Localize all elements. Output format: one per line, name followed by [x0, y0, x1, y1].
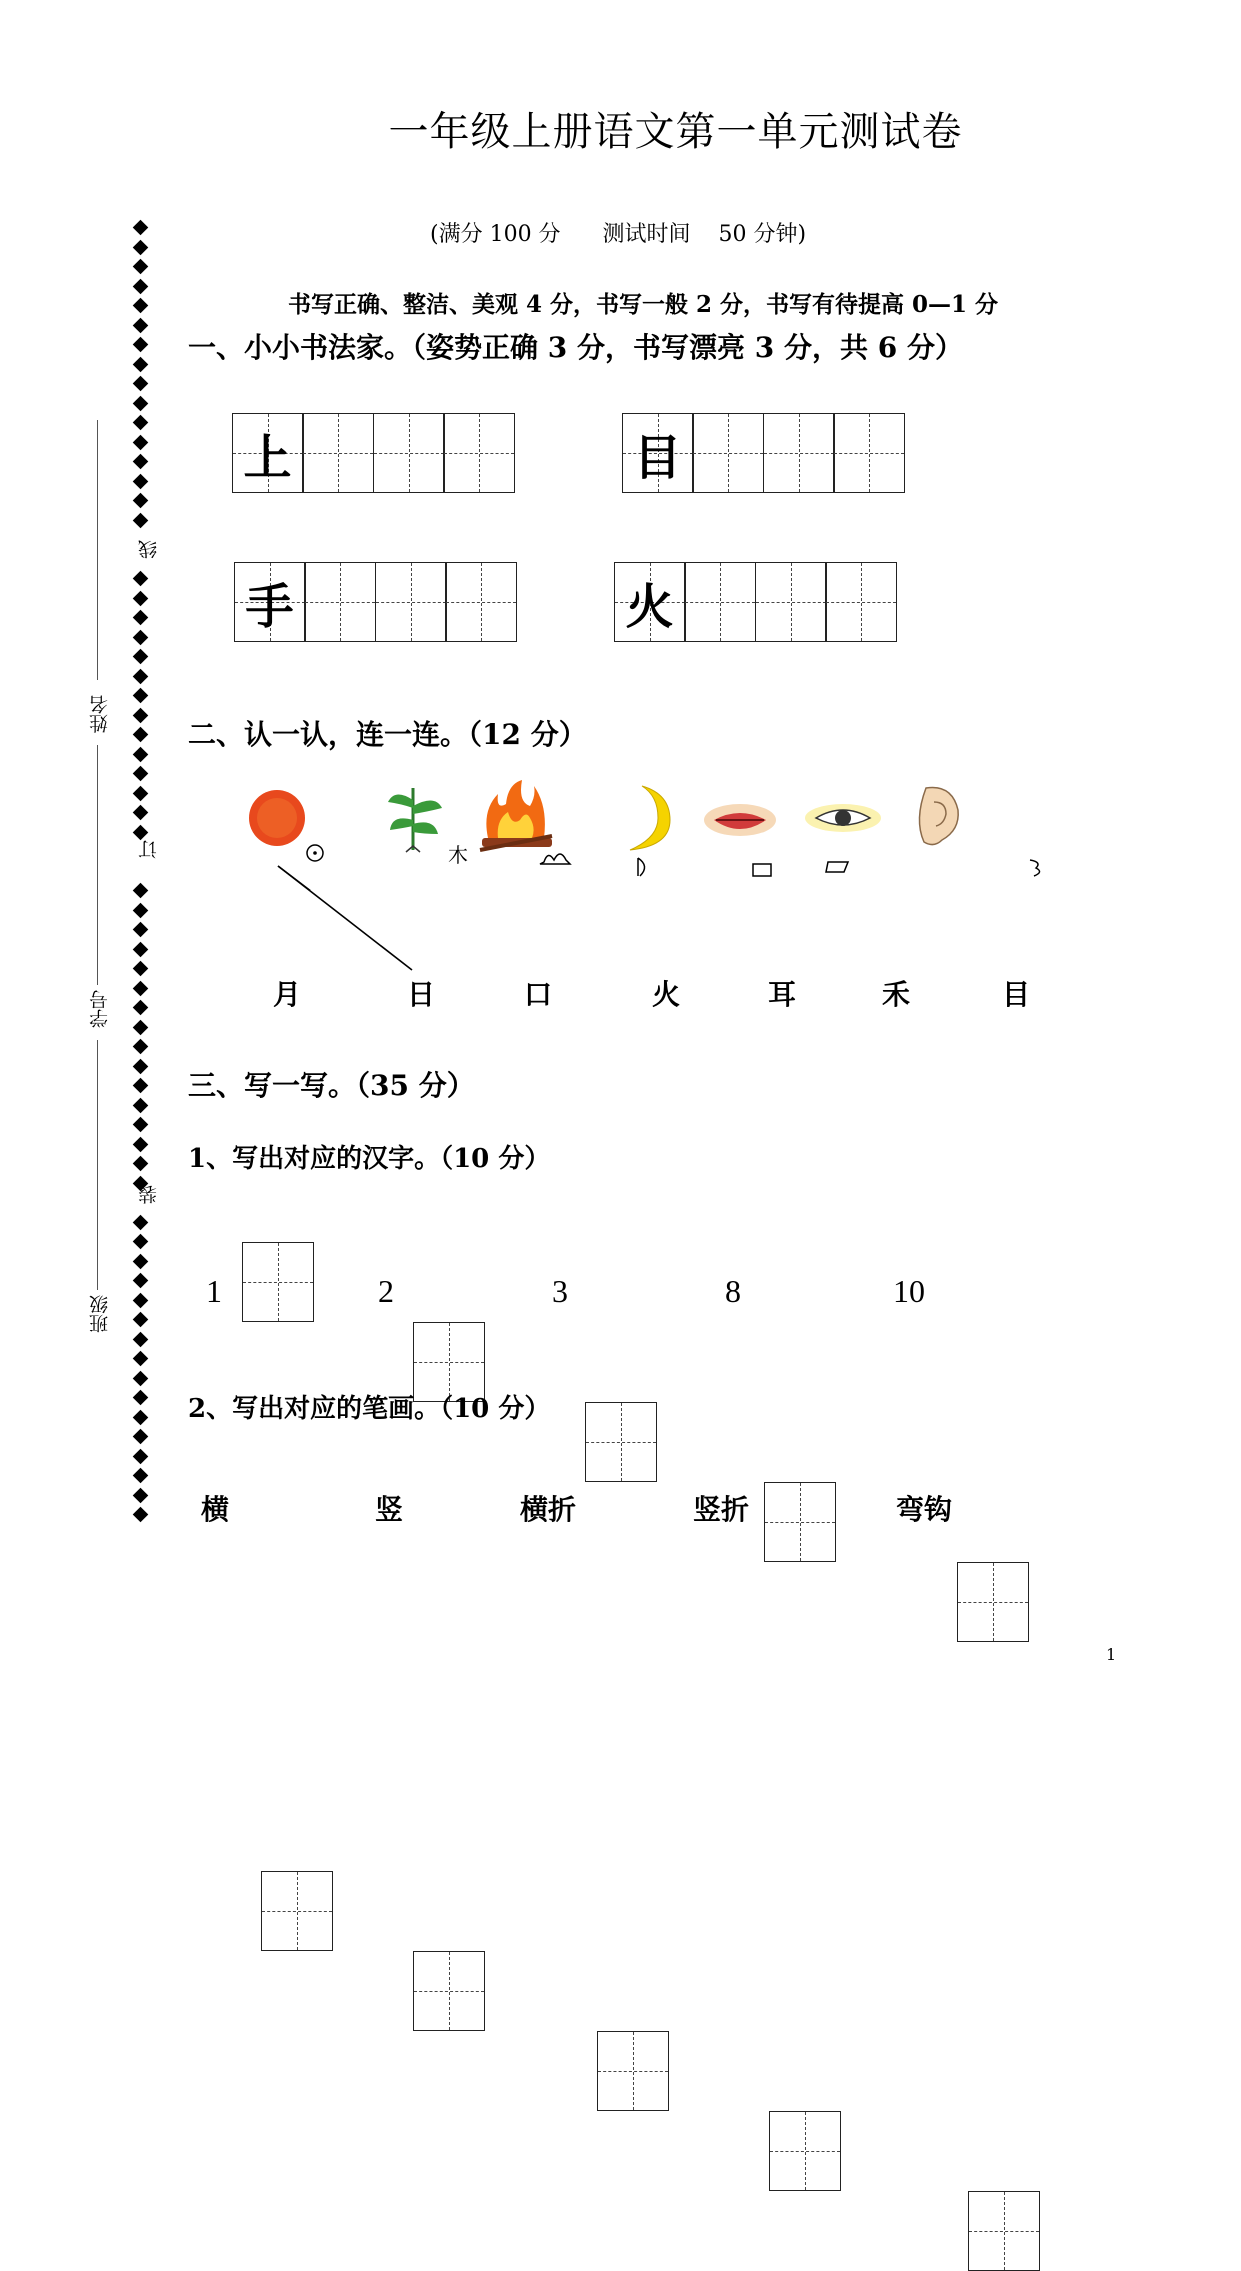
- binding-diamond: [133, 922, 149, 938]
- binding-diamond: [133, 1136, 149, 1152]
- binding-diamond: [133, 805, 149, 821]
- writing-box[interactable]: [597, 2031, 669, 2111]
- binding-diamond: [133, 1468, 149, 1484]
- binding-diamond: [133, 961, 149, 977]
- binding-diamond: [133, 1487, 149, 1503]
- binding-diamond: [133, 356, 149, 372]
- writing-box[interactable]: [968, 2191, 1040, 2271]
- model-cell: [622, 413, 694, 493]
- binding-diamond: [133, 1039, 149, 1055]
- practice-row-1: [233, 413, 515, 493]
- binding-diamond: [133, 1390, 149, 1406]
- student-id-field-line[interactable]: [97, 745, 98, 985]
- writing-cell[interactable]: [833, 413, 905, 493]
- binding-diamond: [133, 1448, 149, 1464]
- model-cell: [232, 413, 304, 493]
- answer-choice[interactable]: 月: [273, 978, 302, 1011]
- stroke-label: 横: [201, 1493, 230, 1526]
- answer-choice[interactable]: 目: [1002, 978, 1031, 1011]
- eye-icon: [805, 804, 881, 872]
- binding-diamond: [133, 1097, 149, 1113]
- binding-diamond: [133, 415, 149, 431]
- binding-label-line: 线: [138, 540, 160, 559]
- writing-cell[interactable]: [445, 562, 517, 642]
- binding-diamond: [133, 1019, 149, 1035]
- writing-cell[interactable]: [755, 562, 827, 642]
- writing-box[interactable]: [957, 1562, 1029, 1642]
- binding-diamond: [133, 668, 149, 684]
- binding-diamond: [133, 707, 149, 723]
- moon-icon: [630, 786, 670, 876]
- writing-cell[interactable]: [304, 562, 376, 642]
- number-label: 1: [206, 1273, 222, 1309]
- section2-heading: 二、认一认，连一连。（12 分）: [188, 718, 587, 751]
- student-id-field-label: 学号: [89, 990, 111, 1028]
- binding-diamond: [133, 941, 149, 957]
- binding-diamond: [133, 1331, 149, 1347]
- stroke-label: 横折: [520, 1493, 577, 1526]
- binding-diamond: [133, 688, 149, 704]
- binding-diamond: [133, 1429, 149, 1445]
- writing-box[interactable]: [413, 1951, 485, 2031]
- binding-diamond: [133, 239, 149, 255]
- writing-cell[interactable]: [375, 562, 447, 642]
- answer-choice[interactable]: 口: [524, 978, 553, 1011]
- answer-choice[interactable]: 耳: [768, 978, 797, 1011]
- model-cell: [614, 562, 686, 642]
- writing-cell[interactable]: [692, 413, 764, 493]
- writing-cell[interactable]: [684, 562, 756, 642]
- name-field-line[interactable]: [97, 420, 98, 680]
- writing-cell[interactable]: [763, 413, 835, 493]
- binding-diamond: [133, 220, 149, 236]
- binding-diamond: [133, 1078, 149, 1094]
- stroke-label: 竖: [375, 1493, 404, 1526]
- grain-plant-icon: [388, 788, 468, 867]
- fire-icon: [480, 780, 570, 864]
- writing-box[interactable]: [769, 2111, 841, 2191]
- binding-diamond: [133, 1234, 149, 1250]
- binding-diamond: [133, 1156, 149, 1172]
- number-label: 8: [725, 1273, 741, 1309]
- binding-diamond: [133, 1292, 149, 1308]
- section1-heading: 一、小小书法家。（姿势正确 3 分，书写漂亮 3 分，共 6 分）: [188, 331, 963, 364]
- section3-heading: 三、写一写。（35 分）: [188, 1069, 475, 1102]
- binding-diamond: [133, 434, 149, 450]
- binding-diamond: [133, 785, 149, 801]
- model-character: 目: [633, 429, 682, 486]
- number-label: 3: [552, 1273, 568, 1309]
- binding-diamond: [133, 1273, 149, 1289]
- binding-diamond: [133, 1253, 149, 1269]
- page-title: 一年级上册语文第一单元测试卷: [388, 109, 963, 155]
- binding-label-bind: 装: [138, 1185, 160, 1204]
- binding-diamond: [133, 571, 149, 587]
- binding-label-staple: 订: [138, 840, 160, 859]
- page-number: 1: [1106, 1645, 1117, 1664]
- exam-meta: (满分 100 分 测试时间 50 分钟): [430, 222, 807, 247]
- sun-icon: [249, 790, 323, 861]
- example-connection: [230, 860, 430, 980]
- binding-diamond: [133, 1507, 149, 1523]
- binding-diamond: [133, 1214, 149, 1230]
- answer-choice[interactable]: 火: [652, 978, 681, 1011]
- binding-diamond: [133, 902, 149, 918]
- writing-cell[interactable]: [825, 562, 897, 642]
- binding-diamond: [133, 824, 149, 840]
- binding-diamond: [133, 395, 149, 411]
- q1-heading: 1、写出对应的汉字。（10 分）: [188, 1144, 551, 1174]
- binding-diamond: [133, 512, 149, 528]
- binding-diamond: [133, 883, 149, 899]
- model-character: 火: [625, 578, 674, 635]
- answer-choice[interactable]: 禾: [882, 978, 911, 1011]
- practice-row-2: [623, 413, 905, 493]
- binding-diamond: [133, 629, 149, 645]
- number-label: 10: [893, 1273, 925, 1309]
- binding-diamond: [133, 1058, 149, 1074]
- binding-diamond: [133, 1117, 149, 1133]
- writing-box[interactable]: [261, 1871, 333, 1951]
- binding-diamond: [133, 649, 149, 665]
- q2-heading: 2、写出对应的笔画。（10 分）: [188, 1394, 551, 1424]
- binding-diamond: [133, 1370, 149, 1386]
- number-label: 2: [378, 1273, 394, 1309]
- binding-diamond: [133, 317, 149, 333]
- stroke-label: 弯钩: [896, 1493, 953, 1526]
- name-field-label: 姓名: [89, 695, 111, 733]
- writing-box[interactable]: [764, 1482, 836, 1562]
- ear-icon: [919, 787, 1039, 876]
- svg-text:木: 木: [448, 843, 468, 867]
- binding-diamond: [133, 493, 149, 509]
- binding-diamond: [133, 298, 149, 314]
- handwriting-note: 书写正确、整洁、美观 4 分，书写一般 2 分，书写有待提高 0—1 分: [288, 291, 999, 318]
- model-character: 手: [245, 578, 294, 635]
- answer-choice[interactable]: 日: [407, 978, 436, 1011]
- binding-diamond: [133, 766, 149, 782]
- writing-box[interactable]: [242, 1242, 314, 1322]
- binding-diamond: [133, 454, 149, 470]
- binding-diamond: [133, 727, 149, 743]
- mouth-icon: [704, 804, 776, 876]
- binding-diamond: [133, 1000, 149, 1016]
- writing-cell[interactable]: [443, 413, 515, 493]
- writing-cell[interactable]: [302, 413, 374, 493]
- binding-diamond: [133, 1409, 149, 1425]
- binding-diamond: [133, 376, 149, 392]
- model-character: 上: [243, 429, 292, 486]
- practice-row-3: [235, 562, 517, 642]
- binding-diamond: [133, 473, 149, 489]
- writing-box[interactable]: [585, 1402, 657, 1482]
- writing-cell[interactable]: [373, 413, 445, 493]
- model-cell: [234, 562, 306, 642]
- binding-diamond: [133, 259, 149, 275]
- binding-diamond: [133, 1312, 149, 1328]
- binding-diamond: [133, 746, 149, 762]
- class-field-label: 班级: [89, 1295, 111, 1333]
- class-field-line[interactable]: [97, 1040, 98, 1290]
- binding-diamond: [133, 278, 149, 294]
- binding-diamond: [133, 980, 149, 996]
- practice-row-4: [615, 562, 897, 642]
- binding-diamond: [133, 337, 149, 353]
- binding-diamond: [133, 590, 149, 606]
- binding-diamond: [133, 610, 149, 626]
- stroke-label: 竖折: [693, 1493, 750, 1526]
- binding-diamond: [133, 1351, 149, 1367]
